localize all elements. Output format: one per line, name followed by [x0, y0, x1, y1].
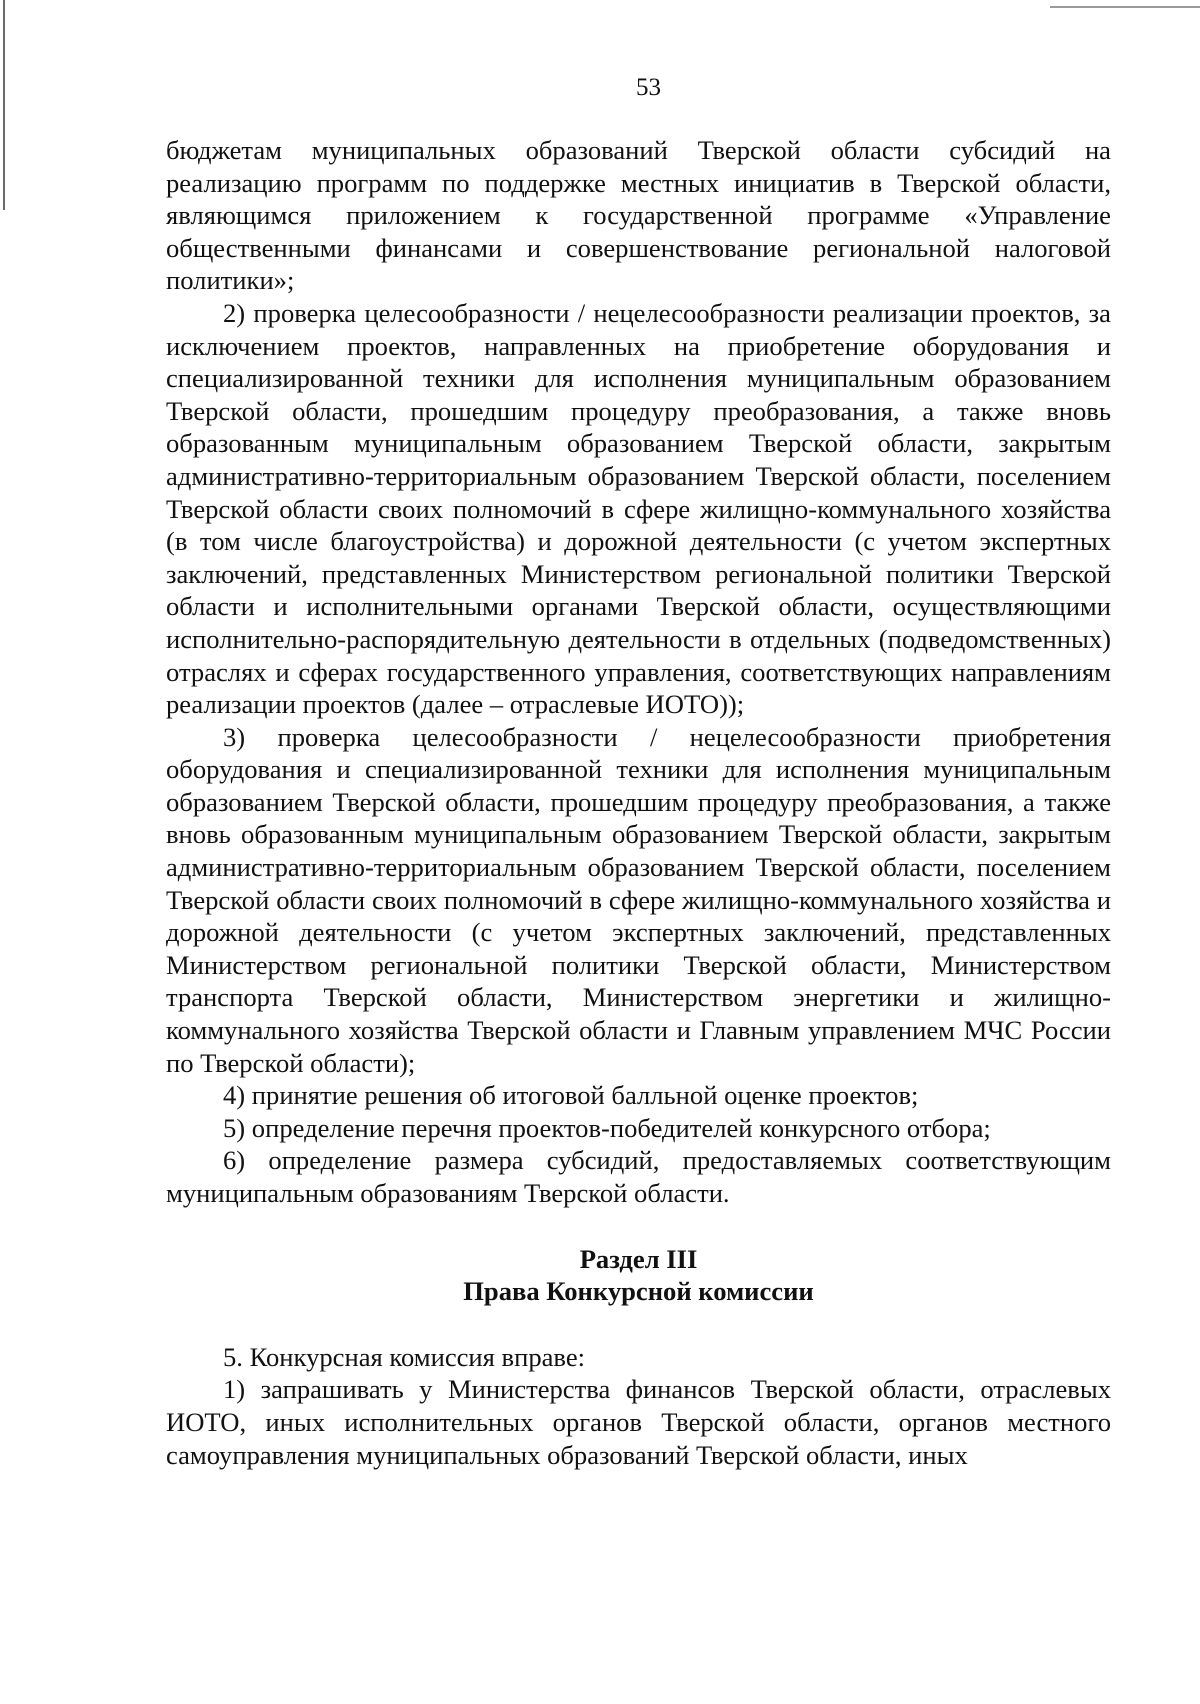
section-spacer-bottom [166, 1308, 1111, 1341]
list-item-6: 6) определение размера субсидий, предоставляемых соответствующим муниципальным образованиям Тверской области. [166, 1145, 1111, 1208]
scan-edge-mark-top [1050, 6, 1200, 8]
page-number: 53 [636, 74, 661, 101]
document-page [166, 70, 1111, 1471]
clause-5-heading: 5. Конкурсная комиссия вправе: [223, 1341, 586, 1372]
list-item-5: 5) определение перечня проектов-победителей конкурсного отбора; [223, 1112, 991, 1143]
list-item-4: 4) принятие решения об итоговой балльной оценке проектов; [223, 1080, 919, 1111]
clause-5-item-1: 1) запрашивать у Министерства финансов Тверской области, отраслевых ИОТО, иных исполнительных органов Тверской области, органов местного самоуправления муниципальных образований Тверской области, иных [166, 1374, 1111, 1470]
paragraph-continuation: бюджетам муниципальных образований Тверской области субсидий на реализацию программ по поддержке местных инициатив в Тверской области, являющимся приложением к государственной программе «Управление общественными финансами и совершенствование региональной налоговой политики»; [166, 135, 1111, 296]
scan-edge-mark-left [3, 0, 5, 210]
section-title: Права Конкурсной комиссии [463, 1276, 814, 1307]
section-spacer-top [166, 1210, 1111, 1243]
section-number: Раздел III [579, 1243, 698, 1274]
list-item-3: 3) проверка целесообразности / нецелесообразности приобретения оборудования и специализированной техники для исполнения муниципальным образованием Тверской области, прошедшим процедуру преобразования, а также вновь образованным муниципальным образованием Тверской области, закрытым административно-территориальным образованием Тверской области, поселением Тверской области своих полномочий в сфере жилищно-коммунального хозяйства и дорожной деятельности (с учетом экспертных заключений, представленных Министерством региональной политики Тверской области, Министерством транспорта Тверской области, Министерством энергетики и жилищно-коммунального хозяйства Тверской области и Главным управлением МЧС России по Тверской области); [166, 721, 1111, 1078]
list-item-2: 2) проверка целесообразности / нецелесообразности реализации проектов, за исключением проектов, направленных на приобретение оборудования и специализированной техники для исполнения муниципальным образованием Тверской области, прошедшим процедуру преобразования, а также вновь образованным муниципальным образованием Тверской области, закрытым административно-территориальным образованием Тверской области, поселением Тверской области своих полномочий в сфере жилищно-коммунального хозяйства (в том числе благоустройства) и дорожной деятельности (с учетом экспертных заключений, представленных Министерством региональной политики Тверской области и исполнительными органами Тверской области, осуществляющими исполнительно-распорядительную деятельности в отдельных (подведомственных) отраслях и сферах государственного управления, соответствующих направлениям реализации проектов (далее – отраслевые ИОТО)); [166, 297, 1111, 720]
